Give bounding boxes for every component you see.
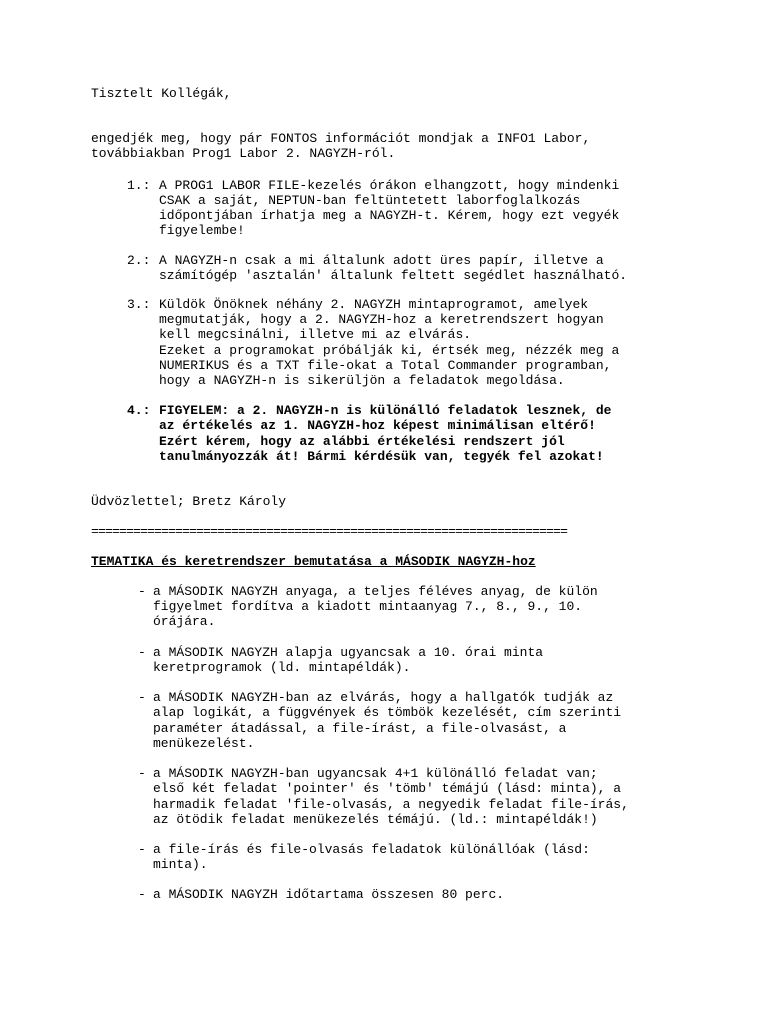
bullet-dash: -	[138, 584, 146, 599]
bullet-line: menükezelést.	[153, 736, 255, 751]
point-line: figyelembe!	[159, 223, 245, 238]
bullet-dash: -	[138, 887, 146, 902]
point-number: 4.:	[127, 403, 151, 418]
bullet-dash: -	[138, 645, 146, 660]
point-line-bold: Ezért kérem, hogy az alábbi értékelési rendszert jól	[159, 434, 565, 449]
bullet-line: az ötödik feladat menükezelés témájú. (ld.: mintapéldák!)	[153, 812, 598, 827]
bullet-dash: -	[138, 690, 146, 705]
signature: Üdvözlettel; Bretz Károly	[91, 494, 287, 509]
bullet-line: harmadik feladat 'file-olvasás, a negyedik feladat file-írás,	[153, 797, 629, 812]
bullet-line: alap logikát, a függvények és tömbök kezelését, cím szerinti	[153, 705, 622, 720]
point-line: számítógép 'asztalán' általunk feltett segédlet használható.	[159, 268, 628, 283]
point-line-bold: FIGYELEM: a 2. NAGYZH-n is különálló feladatok lesznek, de	[159, 403, 612, 418]
point-line: kell megcsinálni, illetve mi az elvárás.	[159, 327, 472, 342]
point-line: A NAGYZH-n csak a mi általunk adott üres papír, illetve a	[159, 253, 604, 268]
point-line: CSAK a saját, NEPTUN-ban feltüntetett laborfoglalkozás	[159, 193, 581, 208]
section-heading: TEMATIKA és keretrendszer bemutatása a MÁSODIK NAGYZH-hoz	[91, 554, 536, 569]
bullet-line: a MÁSODIK NAGYZH anyaga, a teljes féléves anyag, de külön	[153, 584, 598, 599]
bullet-line: a MÁSODIK NAGYZH időtartama összesen 80 perc.	[153, 887, 505, 902]
point-line-bold: az értékelés az 1. NAGYZH-hoz képest minimálisan eltérő!	[159, 418, 596, 433]
point-line: A PROG1 LABOR FILE-kezelés órákon elhangzott, hogy mindenki	[159, 178, 620, 193]
point-line: megmutatják, hogy a 2. NAGYZH-hoz a keretrendszert hogyan	[159, 312, 604, 327]
bullet-line: paraméter átadással, a file-írást, a file-olvasást, a	[153, 721, 567, 736]
bullet-dash: -	[138, 766, 146, 781]
separator: ====================================================================	[91, 524, 568, 539]
bullet-line: a MÁSODIK NAGYZH-ban az elvárás, hogy a hallgatók tudják az	[153, 690, 614, 705]
intro-line: engedjék meg, hogy pár FONTOS információt mondjak a INFO1 Labor,	[91, 131, 591, 146]
intro-line: továbbiakban Prog1 Labor 2. NAGYZH-ról.	[91, 146, 396, 161]
bullet-line: a file-írás és file-olvasás feladatok különállóak (lásd:	[153, 842, 590, 857]
bullet-line: minta).	[153, 857, 208, 872]
point-number: 1.:	[127, 178, 151, 193]
bullet-line: órájára.	[153, 614, 216, 629]
greeting: Tisztelt Kollégák,	[91, 86, 232, 101]
bullet-line: a MÁSODIK NAGYZH-ban ugyancsak 4+1 különálló feladat van;	[153, 766, 598, 781]
point-number: 2.:	[127, 253, 151, 268]
bullet-line: első két feladat 'pointer' és 'tömb' témájú (lásd: minta), a	[153, 781, 622, 796]
bullet-line: a MÁSODIK NAGYZH alapja ugyancsak a 10. órai minta	[153, 645, 544, 660]
bullet-line: keretprogramok (ld. mintapéldák).	[153, 660, 411, 675]
point-line-bold: tanulmányozzák át! Bármi kérdésük van, tegyék fel azokat!	[159, 449, 604, 464]
point-line: hogy a NAGYZH-n is sikerüljön a feladatok megoldása.	[159, 373, 565, 388]
point-line: Küldök Önöknek néhány 2. NAGYZH mintaprogramot, amelyek	[159, 297, 589, 312]
point-line: NUMERIKUS és a TXT file-okat a Total Commander programban,	[159, 358, 612, 373]
point-line: Ezeket a programokat próbálják ki, értsék meg, nézzék meg a	[159, 343, 620, 358]
bullet-dash: -	[138, 842, 146, 857]
point-line: időpontjában írhatja meg a NAGYZH-t. Kérem, hogy ezt vegyék	[159, 208, 620, 223]
bullet-line: figyelmet fordítva a kiadott mintaanyag 7., 8., 9., 10.	[153, 599, 583, 614]
point-number: 3.:	[127, 297, 151, 312]
